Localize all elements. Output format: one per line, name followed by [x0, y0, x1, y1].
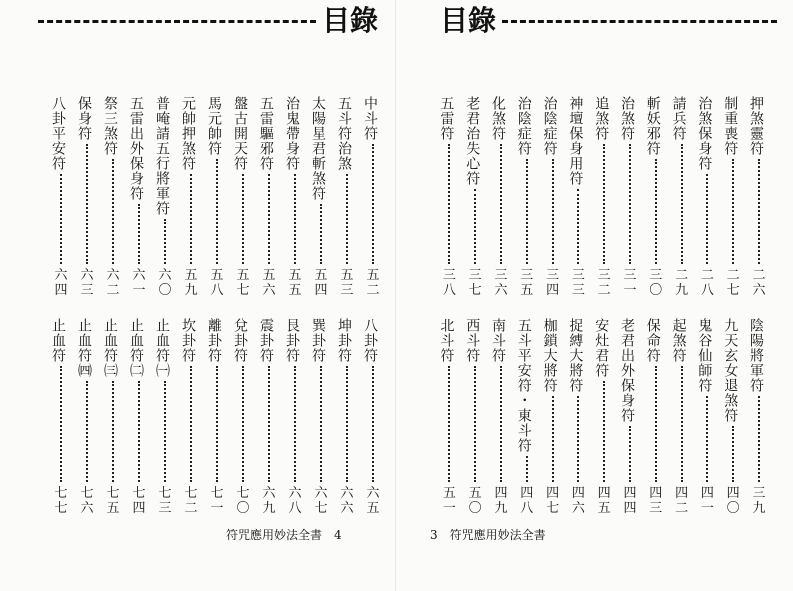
toc-entry-title: 元帥押煞符: [180, 96, 196, 171]
toc-entry: [438, 318, 460, 516]
toc-entry: [748, 96, 770, 298]
toc-entry-page: 三一: [623, 268, 637, 298]
toc-entry-title: 八卦平安符: [50, 96, 66, 171]
toc-entry: [696, 318, 718, 516]
toc-entry-title: 神壇保身用符: [567, 96, 584, 186]
toc-entry-page: 七三: [158, 486, 172, 516]
right-page: [396, 0, 793, 591]
toc-leader-dots: [732, 159, 734, 264]
toc-entry-title: 坎卦符: [180, 318, 196, 363]
toc-entry: [128, 318, 150, 516]
toc-entry-page: 四九: [494, 486, 508, 516]
toc-leader-dots: [603, 381, 605, 482]
toc-entry-page: 五四: [314, 268, 328, 298]
toc-entry-title: 治煞符: [619, 96, 635, 141]
toc-entry: [206, 96, 228, 298]
toc-leader-dots: [242, 174, 244, 264]
toc-entry-page: 四六: [571, 486, 585, 516]
toc-entry-title: 起煞符: [670, 318, 687, 363]
toc-entry-page: 四七: [546, 486, 560, 516]
toc-leader-dots: [758, 159, 760, 264]
toc-entry-page: 七七: [54, 486, 68, 516]
toc-entry: [541, 96, 564, 298]
toc-entry-page: 六一: [132, 268, 146, 298]
right-page-footer: 3 符咒應用妙法全書: [430, 528, 546, 542]
toc-leader-dots: [164, 219, 166, 264]
toc-leader-dots: [448, 366, 450, 482]
toc-entry-page: 六八: [288, 486, 302, 516]
left-page-footer: 符咒應用妙法全書 4: [226, 528, 342, 542]
toc-entry-title: 捉縛大將符: [567, 318, 584, 393]
toc-leader-dots: [372, 144, 374, 264]
toc-entry-title: 離卦符: [206, 318, 222, 363]
toc-entry-page: 五九: [184, 268, 198, 298]
toc-entry-page: 六三: [80, 268, 94, 298]
toc-entry-page: 五七: [236, 268, 250, 298]
toc-entry: [154, 96, 176, 298]
toc-entry-page: 七六: [80, 486, 94, 516]
toc-leader-dots: [681, 366, 683, 482]
toc-entry: [310, 318, 332, 516]
left-header: [38, 6, 378, 36]
toc-entry: [258, 318, 280, 516]
toc-entry: [438, 96, 460, 298]
toc-entry: [490, 96, 512, 298]
toc-entry-page: 四二: [675, 486, 689, 516]
toc-leader-dots: [346, 174, 348, 264]
toc-entry-title: 五雷符: [438, 96, 455, 141]
toc-entry-title: 南斗符: [490, 318, 506, 363]
toc-entry-page: 四五: [597, 486, 611, 516]
toc-entry-page: 六〇: [158, 268, 172, 298]
toc-entry: [748, 318, 770, 516]
right-header: [440, 6, 777, 36]
toc-entry: [619, 96, 641, 298]
toc-entry: [567, 318, 589, 516]
toc-entry: [180, 96, 202, 298]
toc-entry-title: 保命符: [644, 318, 661, 363]
toc-entry: [515, 96, 538, 298]
toc-entry-page: 四八: [520, 486, 534, 516]
toc-entry-title: 治陰症符: [515, 96, 532, 156]
toc-leader-dots: [526, 456, 528, 482]
toc-entry: [76, 318, 98, 516]
toc-leader-dots: [268, 174, 270, 264]
toc-leader-dots: [655, 159, 657, 264]
toc-entry-title: 請兵符: [670, 96, 687, 141]
toc-entry-title: 中斗符: [362, 96, 378, 141]
toc-entry: [722, 318, 744, 516]
toc-leader-dots: [164, 381, 166, 482]
toc-entry-page: 四三: [649, 486, 663, 516]
toc-entry-page: 三三: [571, 268, 585, 298]
toc-leader-dots: [294, 174, 296, 264]
toc-entry-page: 五二: [366, 268, 380, 298]
toc-entry-title: 止血符㈢: [102, 318, 118, 378]
toc-entry-title: 老君治失心符: [464, 96, 481, 186]
toc-entry: [722, 96, 744, 298]
toc-entry: [284, 318, 306, 516]
toc-leader-dots: [758, 396, 760, 482]
toc-entry-page: 二七: [726, 268, 740, 298]
toc-entry-title: 八卦符: [362, 318, 378, 363]
toc-entry-title: 老君出外保身符: [619, 318, 635, 423]
toc-leader-dots: [474, 189, 476, 264]
right-page-title: 目錄: [440, 4, 497, 37]
toc-entry: [258, 96, 280, 298]
toc-leader-dots: [216, 366, 218, 482]
toc-entry-page: 二六: [752, 268, 766, 298]
toc-entry-title: 追煞符: [593, 96, 610, 141]
toc-entry-title: 普唵請五行將軍符: [154, 96, 170, 216]
toc-entry: [541, 318, 564, 516]
toc-entry-title: 保身符: [76, 96, 92, 141]
toc-entry: [102, 96, 124, 298]
toc-entry-title: 斬妖邪符: [644, 96, 661, 156]
toc-leader-dots: [448, 144, 450, 264]
toc-entry-page: 三六: [494, 268, 508, 298]
toc-entry: [76, 96, 98, 298]
toc-entry-page: 六七: [314, 486, 328, 516]
toc-entry-title: 五雷驅邪符: [258, 96, 274, 171]
toc-entry-page: 四一: [700, 486, 714, 516]
toc-entry-title: 五斗平安符・東斗符: [515, 318, 532, 453]
toc-leader-dots: [552, 396, 554, 482]
toc-entry-page: 四四: [623, 486, 637, 516]
toc-entry-title: 治鬼帶身符: [284, 96, 300, 171]
toc-entry: [310, 96, 332, 298]
toc-entry: [362, 96, 384, 298]
toc-entry-page: 七一: [210, 486, 224, 516]
toc-leader-dots: [372, 366, 374, 482]
toc-entry-page: 六九: [262, 486, 276, 516]
toc-leader-dots: [320, 204, 322, 264]
toc-entry-title: 枷鎖大將符: [541, 318, 558, 393]
left-page-title: 目錄: [321, 4, 378, 37]
toc-entry-title: 兌卦符: [232, 318, 248, 363]
toc-entry-title: 止血符㈠: [154, 318, 170, 378]
toc-entry-title: 陰陽將軍符: [748, 318, 764, 393]
toc-entry-page: 三八: [442, 268, 456, 298]
toc-entry: [362, 318, 384, 516]
toc-entry-title: 震卦符: [258, 318, 274, 363]
toc-entry-page: 三四: [546, 268, 560, 298]
toc-entry-page: 三七: [468, 268, 482, 298]
toc-leader-dots: [577, 396, 579, 482]
toc-entry: [696, 96, 718, 298]
toc-entry-page: 二九: [675, 268, 689, 298]
toc-entry-title: 制重喪符: [722, 96, 739, 156]
toc-leader-dots: [732, 426, 734, 482]
toc-entry: [154, 318, 176, 516]
toc-entry-title: 艮卦符: [284, 318, 300, 363]
toc-leader-dots: [603, 144, 605, 264]
toc-entry: [284, 96, 306, 298]
toc-leader-dots: [500, 144, 502, 264]
toc-entry-title: 止血符㈣: [76, 318, 92, 378]
toc-entry-title: 巽卦符: [310, 318, 326, 363]
toc-leader-dots: [681, 144, 683, 264]
toc-entry-page: 七二: [184, 486, 198, 516]
toc-entry-title: 押煞靈符: [748, 96, 764, 156]
toc-entry-title: 安灶君符: [593, 318, 610, 378]
toc-leader-dots: [552, 159, 554, 264]
toc-leader-dots: [190, 366, 192, 482]
toc-entry-title: 五雷出外保身符: [128, 96, 144, 201]
toc-entry: [50, 318, 72, 516]
toc-entry: [102, 318, 124, 516]
toc-leader-dots: [629, 426, 631, 482]
toc-leader-dots: [86, 144, 88, 264]
toc-entry: [336, 96, 358, 298]
toc-leader-dots: [60, 174, 62, 264]
toc-entry: [567, 96, 589, 298]
toc-entry-page: 三〇: [649, 268, 663, 298]
toc-entry-page: 二八: [700, 268, 714, 298]
toc-leader-dots: [474, 366, 476, 482]
toc-leader-dots: [655, 366, 657, 482]
toc-entry: [619, 318, 641, 516]
header-rule: [502, 20, 777, 23]
toc-entry-page: 四〇: [726, 486, 740, 516]
toc-leader-dots: [86, 381, 88, 482]
toc-entry: [490, 318, 512, 516]
toc-entry: [644, 96, 667, 298]
toc-entry-page: 五五: [288, 268, 302, 298]
toc-entry-title: 鬼谷仙師符: [696, 318, 713, 393]
header-rule: [38, 20, 316, 23]
toc-entry-page: 三二: [597, 268, 611, 298]
toc-leader-dots: [346, 366, 348, 482]
toc-entry-title: 北斗符: [438, 318, 455, 363]
toc-entry: [464, 318, 486, 516]
toc-entry: [644, 318, 667, 516]
toc-entry-page: 三九: [752, 486, 766, 516]
toc-entry: [593, 318, 615, 516]
toc-entry-title: 化煞符: [490, 96, 506, 141]
toc-leader-dots: [294, 366, 296, 482]
toc-entry: [593, 96, 615, 298]
toc-entry-page: 三五: [520, 268, 534, 298]
toc-entry: [670, 96, 693, 298]
toc-entry: [515, 318, 538, 516]
toc-entry-title: 坤卦符: [336, 318, 352, 363]
toc-entry-title: 太陽星君斬煞符: [310, 96, 326, 201]
toc-entry: [464, 96, 486, 298]
toc-leader-dots: [216, 159, 218, 264]
toc-entry: [206, 318, 228, 516]
toc-entry: [232, 96, 254, 298]
toc-entry-page: 七五: [106, 486, 120, 516]
toc-entry-page: 五六: [262, 268, 276, 298]
toc-leader-dots: [242, 366, 244, 482]
toc-entry-page: 六二: [106, 268, 120, 298]
toc-entry-page: 五三: [340, 268, 354, 298]
toc-leader-dots: [706, 396, 708, 482]
toc-entry-title: 祭三煞符: [102, 96, 118, 156]
toc-entry-page: 七四: [132, 486, 146, 516]
toc-entry-page: 五一: [442, 486, 456, 516]
toc-entry-page: 六六: [340, 486, 354, 516]
left-page: [0, 0, 396, 591]
toc-entry: [128, 96, 150, 298]
toc-leader-dots: [190, 174, 192, 264]
toc-entry: [180, 318, 202, 516]
toc-entry-page: 五八: [210, 268, 224, 298]
toc-leader-dots: [629, 144, 631, 264]
toc-entry: [336, 318, 358, 516]
toc-entry-page: 七〇: [236, 486, 250, 516]
toc-leader-dots: [138, 204, 140, 264]
toc-entry: [50, 96, 72, 298]
toc-entry-page: 六四: [54, 268, 68, 298]
toc-leader-dots: [112, 159, 114, 264]
toc-leader-dots: [60, 366, 62, 482]
toc-entry-title: 五斗符治煞: [336, 96, 352, 171]
toc-leader-dots: [577, 189, 579, 264]
toc-leader-dots: [268, 366, 270, 482]
toc-entry-page: 六五: [366, 486, 380, 516]
toc-leader-dots: [526, 159, 528, 264]
toc-entry-title: 治陰症符: [541, 96, 558, 156]
toc-entry-title: 西斗符: [464, 318, 481, 363]
toc-leader-dots: [112, 381, 114, 482]
toc-leader-dots: [706, 174, 708, 264]
toc-entry-title: 九天玄女退煞符: [722, 318, 739, 423]
toc-entry-title: 馬元帥符: [206, 96, 222, 156]
toc-entry-title: 止血符㈡: [128, 318, 144, 378]
toc-leader-dots: [320, 366, 322, 482]
toc-entry-title: 治煞保身符: [696, 96, 713, 171]
toc-leader-dots: [500, 366, 502, 482]
toc-entry: [232, 318, 254, 516]
toc-leader-dots: [138, 381, 140, 482]
toc-entry-title: 盤古開天符: [232, 96, 248, 171]
toc-entry-page: 五〇: [468, 486, 482, 516]
toc-entry-title: 止血符: [50, 318, 66, 363]
toc-entry: [670, 318, 693, 516]
